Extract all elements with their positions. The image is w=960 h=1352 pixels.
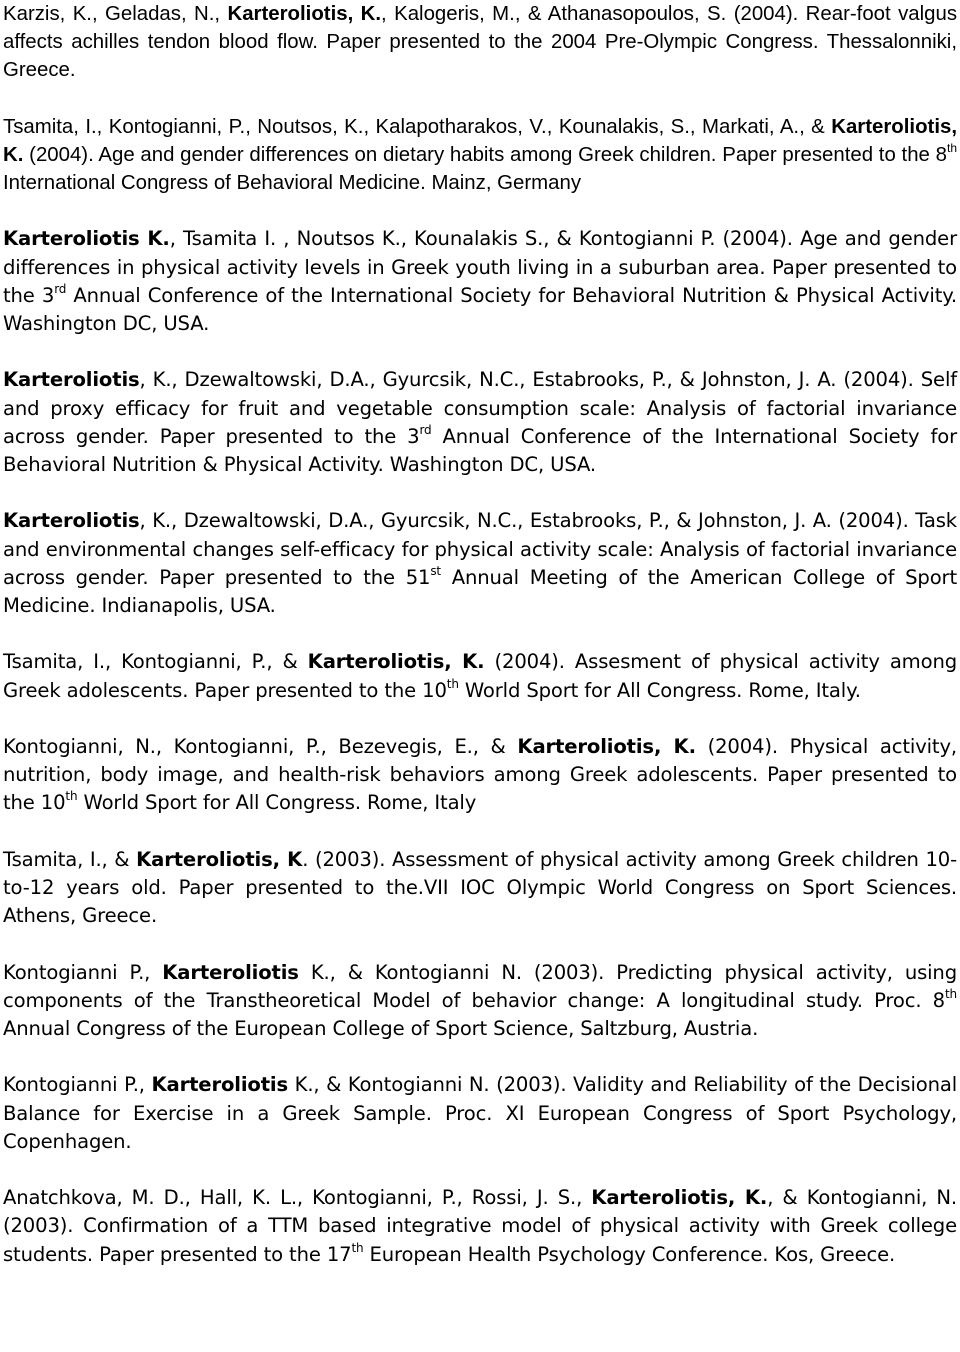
- ordinal-suffix: th: [351, 1240, 364, 1255]
- reference-entry: [3, 0, 957, 85]
- citation-text: Tsamita, I., Kontogianni, P., &: [3, 650, 308, 674]
- reference-entry: [3, 733, 957, 818]
- reference-list: [3, 0, 957, 1297]
- reference-entry: [3, 366, 957, 479]
- author-name-bold: Karteroliotis, K.: [307, 650, 485, 674]
- ordinal-suffix: th: [65, 789, 78, 804]
- reference-entry: [3, 507, 957, 620]
- citation-text: , & Kontogianni, N. (2003). Confirmation of a TTM based integrative model of physical activity with Greek college students. Paper presented to the 17: [3, 1186, 957, 1266]
- reference-entry: [3, 959, 957, 1044]
- citation-text: (2004). Age and gender differences on dietary habits among Greek children. Paper presented to the 8: [23, 143, 947, 166]
- citation-text: European Health Psychology Conference. Kos, Greece.: [363, 1242, 896, 1266]
- citation-text: Tsamita, I., &: [3, 847, 137, 871]
- citation-text: Kontogianni P.,: [3, 960, 163, 984]
- author-name-bold: Karteroliotis, K.: [517, 735, 696, 758]
- author-name-bold: Karteroliotis, K: [136, 847, 303, 871]
- reference-entry: [3, 1184, 957, 1269]
- author-name-bold: Karteroliotis, K.: [227, 3, 382, 25]
- citation-text: Kontogianni, N., Kontogianni, P., Bezevegis, E., &: [3, 735, 518, 758]
- citation-text: Karzis, K., Geladas, N.,: [3, 3, 228, 25]
- citation-text: Annual Meeting of the American College of Sport Medicine. Indianapolis, USA.: [3, 565, 957, 618]
- ordinal-suffix: rd: [54, 281, 67, 296]
- author-name-bold: Karteroliotis: [151, 1073, 289, 1097]
- citation-text: , K., Dzewaltowski, D.A., Gyurcsik, N.C., Estabrooks, P., & Johnston, J. A. (2004). Self and proxy efficacy for fruit and vegetable consumption scale: Analysis of factorial invariance across gender. Paper presented to the 3: [3, 368, 957, 448]
- reference-entry: [3, 1071, 957, 1156]
- citation-text: Annual Conference of the International Society for Behavioral Nutrition & Physical Activity. Washington DC, USA.: [3, 424, 957, 477]
- citation-text: Kontogianni P.,: [3, 1073, 152, 1097]
- citation-text: K., & Kontogianni N. (2003). Predicting physical activity, using components of the Transtheoretical Model of behavior change: A longitudinal study. Proc. 8: [3, 960, 957, 1012]
- author-name-bold: Karteroliotis: [3, 368, 140, 392]
- reference-entry: [3, 648, 957, 704]
- citation-text: Anatchkova, M. D., Hall, K. L., Kontogianni, P., Rossi, J. S.,: [3, 1186, 592, 1210]
- citation-text: Annual Conference of the International Society for Behavioral Nutrition & Physical Activity. Washington DC, USA.: [3, 283, 957, 336]
- author-name-bold: Karteroliotis, K.: [591, 1186, 768, 1210]
- reference-entry: [3, 225, 957, 338]
- citation-text: Tsamita, I., Kontogianni, P., Noutsos, K., Kalapotharakos, V., Kounalakis, S., Markati, A., &: [3, 115, 832, 138]
- author-name-bold: Karteroliotis, K.: [3, 115, 957, 166]
- citation-text: World Sport for All Congress. Rome, Italy.: [458, 678, 861, 702]
- citation-text: International Congress of Behavioral Medicine. Mainz, Germany: [3, 172, 582, 195]
- citation-text: , Kalogeris, M., & Athanasopoulos, S. (2004). Rear-foot valgus affects achilles tendon blood flow. Paper presented to the 2004 Pre-Olympic Congress. Thessalonniki, Greece.: [3, 3, 958, 82]
- ordinal-suffix: th: [946, 140, 957, 155]
- ordinal-suffix: st: [430, 563, 441, 578]
- ordinal-suffix: th: [446, 676, 459, 691]
- reference-entry: [3, 113, 957, 198]
- citation-text: (2004). Assesment of physical activity among Greek adolescents. Paper presented to the 10: [3, 650, 958, 702]
- citation-text: , Tsamita I. , Noutsos K., Kounalakis S., & Kontogianni P. (2004). Age and gender differences in physical activity levels in Greek youth living in a suburban area. Paper presented to the 3: [3, 227, 957, 307]
- author-name-bold: Karteroliotis: [162, 960, 299, 984]
- citation-text: K., & Kontogianni N. (2003). Validity and Reliability of the Decisional Balance for Exercise in a Greek Sample. Proc. XI European Congress of Sport Psychology, Copenhagen.: [3, 1073, 957, 1153]
- citation-text: , K., Dzewaltowski, D.A., Gyurcsik, N.C., Estabrooks, P., & Johnston, J. A. (2004). Task and environmental changes self-efficacy for physical activity scale: Analysis of factorial invariance across gender. Paper presented to the 51: [3, 509, 957, 589]
- reference-entry: [3, 846, 957, 931]
- author-name-bold: Karteroliotis: [3, 509, 140, 533]
- citation-text: Annual Congress of the European College of Sport Science, Saltzburg, Austria.: [3, 1017, 759, 1040]
- author-name-bold: Karteroliotis K.: [3, 227, 170, 251]
- citation-text: (2004). Physical activity, nutrition, body image, and health-risk behaviors among Greek adolescents. Paper presented to the 10: [3, 735, 957, 815]
- citation-text: World Sport for All Congress. Rome, Italy: [77, 791, 477, 815]
- ordinal-suffix: rd: [419, 422, 432, 437]
- ordinal-suffix: th: [944, 986, 957, 1001]
- citation-text: . (2003). Assessment of physical activity among Greek children 10-to-12 years old. Paper presented to the.VII IOC Olympic World Congress on Sport Sciences. Athens, Greece.: [3, 847, 957, 928]
